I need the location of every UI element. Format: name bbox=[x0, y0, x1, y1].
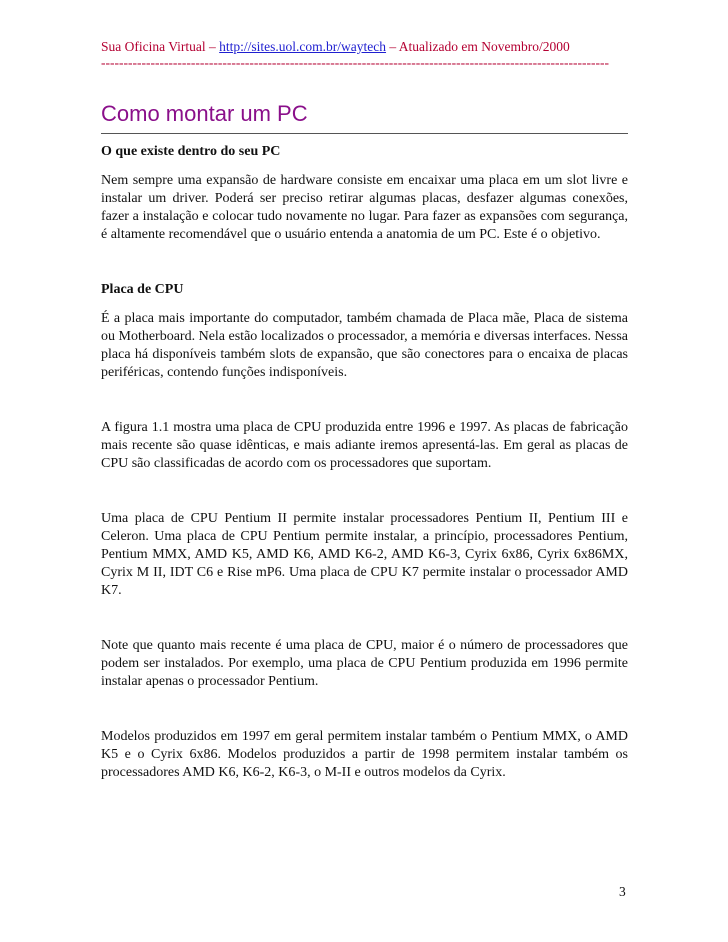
paragraph: Nem sempre uma expansão de hardware consiste em encaixar uma placa em um slot livre e instalar um driver. Poderá ser preciso retirar algumas placas, desfazer algumas conexões, fazer a instalação e colocar tudo novamente no lugar. Para fazer as expansões com segurança, é altamente recomendável que o usuário entenda a anatomia de um PC. Este é o objetivo. bbox=[101, 173, 628, 242]
page-header bbox=[101, 38, 628, 56]
header-suffix: – Atualizado em Novembro/2000 bbox=[386, 39, 570, 54]
paragraph: Uma placa de CPU Pentium II permite instalar processadores Pentium II, Pentium III e Celeron. Uma placa de CPU Pentium permite instalar, a princípio, processadores Pentium, Pentium MMX, AMD K5, AMD K6, AMD K6-2, AMD K6-3, Cyrix 6x86, Cyrix 6x86MX, Cyrix M II, IDT C6 e Rise mP6. Uma placa de CPU K7 permite instalar o processador AMD K7. bbox=[101, 511, 628, 598]
document-page bbox=[101, 38, 628, 782]
title-underline bbox=[101, 133, 628, 134]
section-heading: Placa de CPU bbox=[101, 282, 184, 297]
paragraph: Note que quanto mais recente é uma placa de CPU, maior é o número de processadores que podem ser instalados. Por exemplo, uma placa de CPU Pentium produzida em 1996 permite instalar apenas o processador Pentium. bbox=[101, 638, 628, 689]
section-heading: O que existe dentro do seu PC bbox=[101, 144, 281, 159]
header-prefix: Sua Oficina Virtual – bbox=[101, 39, 220, 54]
paragraph: Modelos produzidos em 1997 em geral permitem instalar também o Pentium MMX, o AMD K5 e o Cyrix 6x86. Modelos produzidos a partir de 1998 permitem instalar também os processadores AMD K6, K6-2, K6-3, o M-II e outros modelos da Cyrix. bbox=[101, 729, 628, 780]
page-number: 3 bbox=[619, 884, 626, 899]
header-link[interactable]: http://sites.uol.com.br/waytech bbox=[219, 39, 387, 54]
header-dashed-rule: ----------------------------------------------------------------------------------------------------------------- bbox=[101, 56, 610, 70]
paragraph: É a placa mais importante do computador, também chamada de Placa mãe, Placa de sistema ou Motherboard. Nela estão localizados o processador, a memória e diversas interfaces. Nessa placa há disponíveis também slots de expansão, que são conectores para o encaixa de placas periféricas, contendo funções indisponíveis. bbox=[101, 311, 628, 380]
paragraph: A figura 1.1 mostra uma placa de CPU produzida entre 1996 e 1997. As placas de fabricação mais recente são quase idênticas, e mais adiante iremos apresentá-las. Em geral as placas de CPU são classificadas de acordo com os processadores que suportam. bbox=[101, 420, 628, 471]
document-title: Como montar um PC bbox=[101, 101, 308, 126]
